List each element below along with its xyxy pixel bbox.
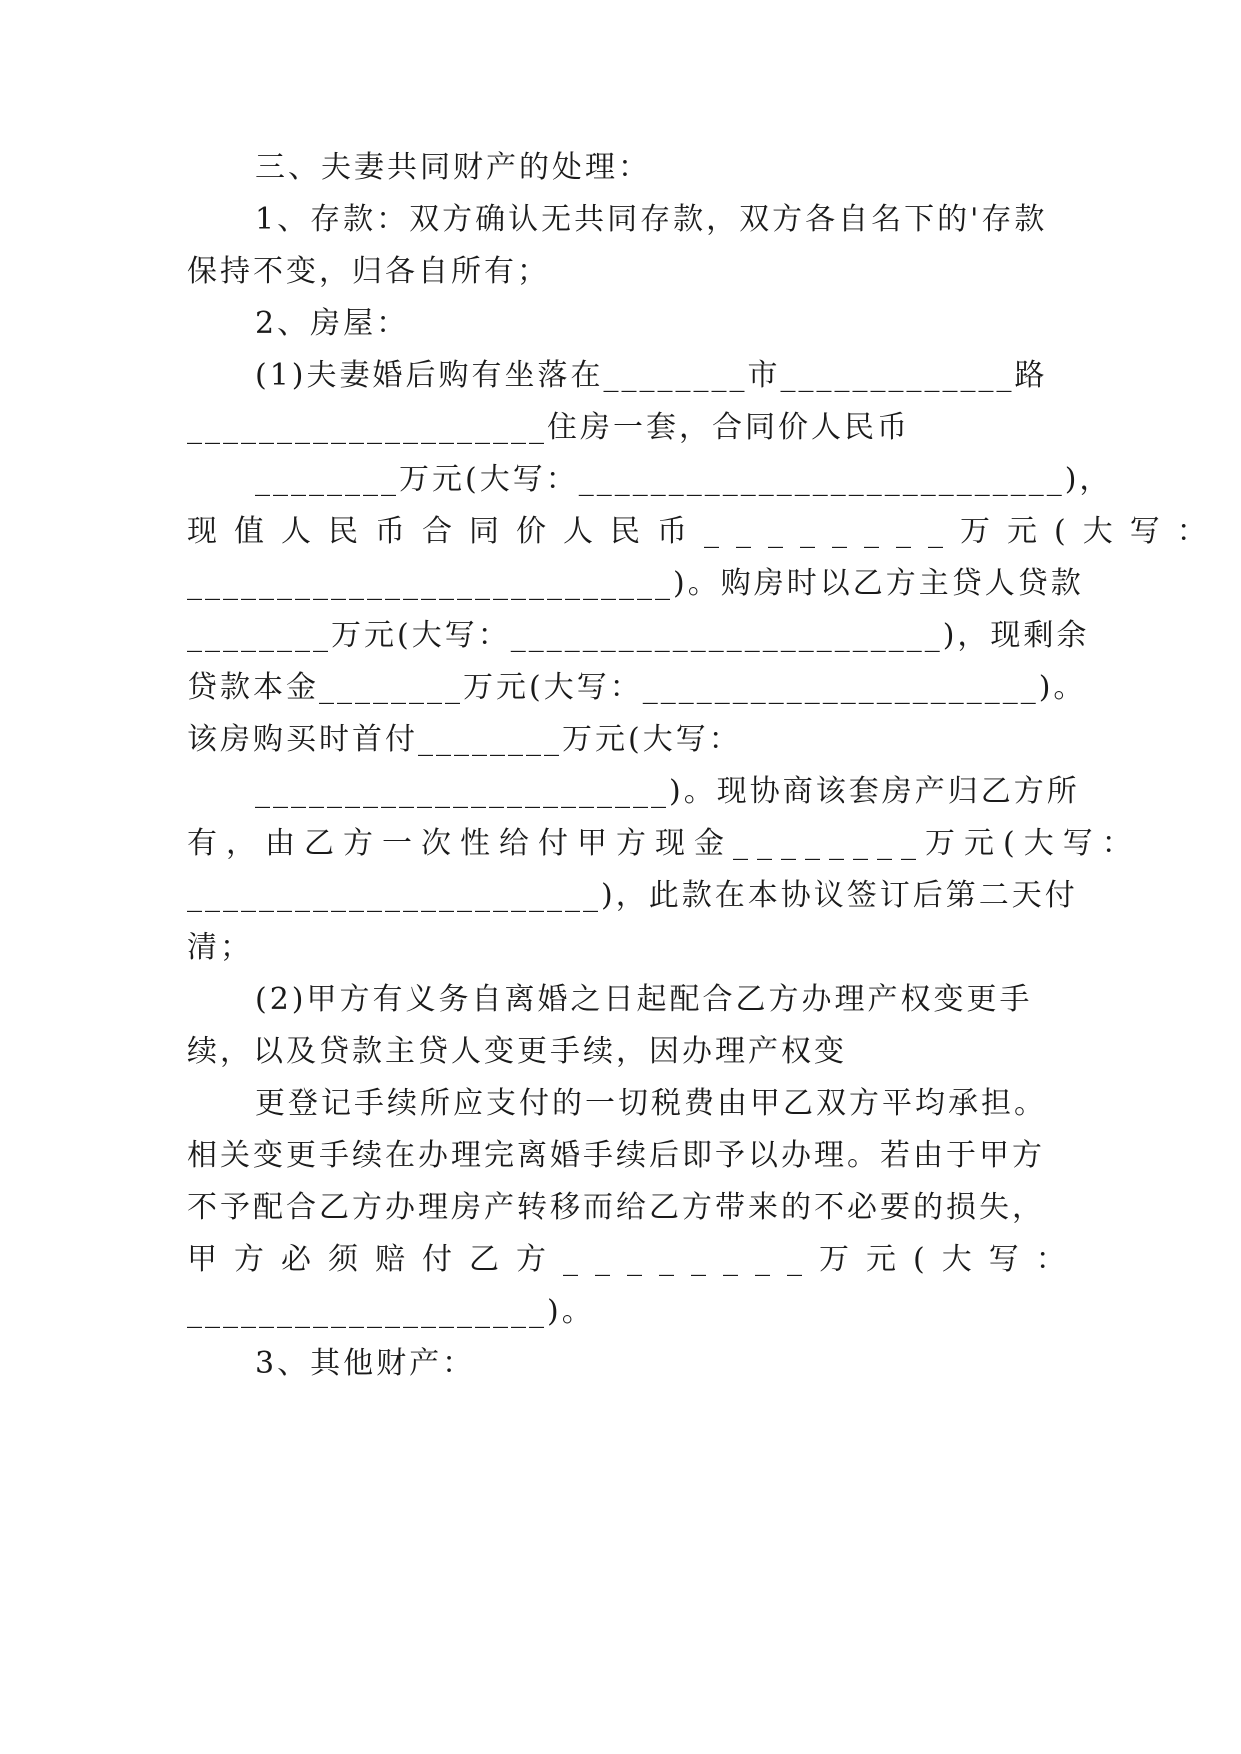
paragraph-line: _______________________)。现协商该套房产归乙方所 [255, 774, 1080, 809]
paragraph-line: 现值人民币合同价人民币________万元(大写： [187, 514, 1224, 549]
paragraph-line: 清； [187, 930, 253, 965]
paragraph-line: 保持不变，归各自所有； [187, 254, 550, 289]
paragraph-line: ________万元(大写：___________________________)， [255, 462, 1113, 497]
subsection-heading: 2、房屋： [255, 306, 410, 341]
paragraph-line: 不予配合乙方办理房产转移而给乙方带来的不必要的损失， [187, 1190, 1045, 1225]
paragraph-line: 1、存款：双方确认无共同存款，双方各自名下的'存款 [255, 202, 1048, 237]
paragraph-line: 有，由乙方一次性给付甲方现金________万元(大写： [187, 826, 1141, 861]
paragraph-line: _______________________)，此款在本协议签订后第二天付 [187, 878, 1078, 913]
paragraph-line: 续，以及贷款主贷人变更手续，因办理产权变 [187, 1034, 847, 1069]
paragraph-line: 贷款本金________万元(大写：______________________)。 [187, 670, 1087, 705]
paragraph-line: (1)夫妻婚后购有坐落在________市_____________路 [255, 358, 1048, 393]
paragraph-line: ___________________________)。购房时以乙方主贷人贷款 [187, 566, 1084, 601]
paragraph-line: ____________________)。 [187, 1294, 595, 1329]
paragraph-line: 相关变更手续在办理完离婚手续后即予以办理。若由于甲方 [187, 1138, 1045, 1173]
paragraph-line: 更登记手续所应支付的一切税费由甲乙双方平均承担。 [255, 1086, 1047, 1121]
paragraph-line: 该房购买时首付________万元(大写： [187, 722, 742, 757]
paragraph-line: ____________________住房一套，合同价人民币 [187, 410, 910, 445]
section-heading: 三、夫妻共同财产的处理： [255, 150, 651, 185]
subsection-heading: 3、其他财产： [255, 1346, 476, 1381]
paragraph-line: 甲方必须赔付乙方________万元(大写： [187, 1242, 1083, 1277]
paragraph-line: (2)甲方有义务自离婚之日起配合乙方办理产权变更手 [255, 982, 1033, 1017]
paragraph-line: ________万元(大写：________________________)，现剩余 [187, 618, 1090, 653]
